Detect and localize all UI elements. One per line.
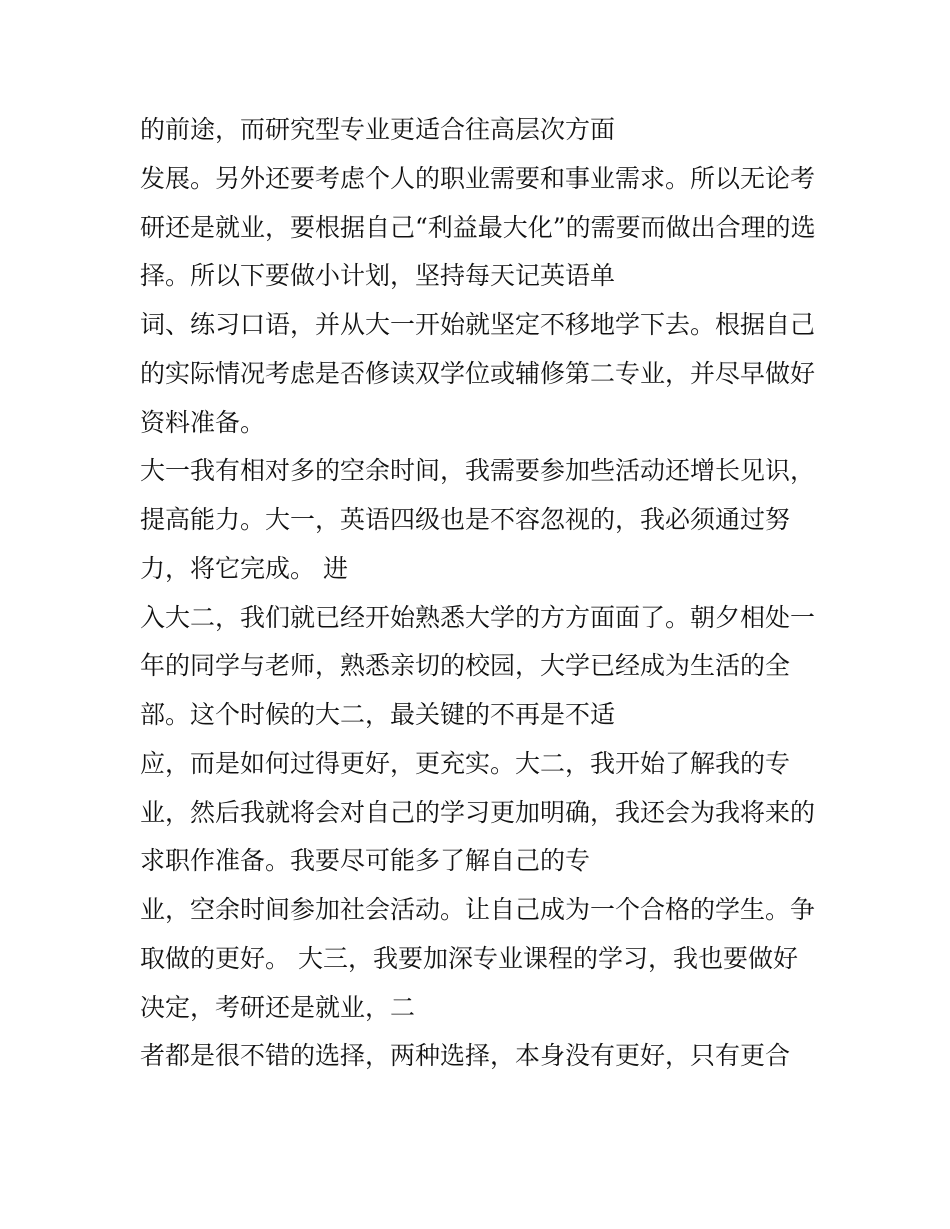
text-line: 求职作准备。我要尽可能多了解自己的专	[140, 846, 591, 876]
text-line: 业，然后我就将会对自己的学习更加明确，我还会为我将来的	[140, 797, 816, 827]
text-line: 取做的更好。 大三，我要加深专业课程的学习，我也要做好	[140, 943, 798, 973]
text-line: 部。这个时候的大二，最关键的不再是不适	[140, 700, 616, 729]
text-line: 年的同学与老师，熟悉亲切的校园，大学已经成为生活的全	[140, 651, 791, 681]
text-line: 者都是很不错的选择，两种选择，本身没有更好，只有更合	[140, 1041, 791, 1071]
text-line: 的前途，而研究型专业更适合往高层次方面	[140, 115, 616, 144]
text-line: 业，空余时间参加社会活动。让自己成为一个合格的学生。争	[140, 895, 816, 924]
body-text	[140, 106, 820, 1081]
text-line: 发展。另外还要考虑个人的职业需要和事业需求。所以无论考	[140, 163, 816, 193]
text-line: 入大二，我们就已经开始熟悉大学的方方面面了。朝夕相处一	[140, 602, 816, 632]
text-line: 的实际情况考虑是否修读双学位或辅修第二专业，并尽早做好	[140, 358, 816, 388]
text-line: 资料准备。	[140, 407, 266, 437]
text-line: 决定，考研还是就业，二	[140, 992, 416, 1022]
text-line: 词、练习口语，并从大一开始就坚定不移地学下去。根据自己	[140, 310, 816, 339]
text-line: 力，将它完成。 进	[140, 553, 348, 583]
text-line: 应，而是如何过得更好，更充实。大二，我开始了解我的专	[140, 748, 791, 778]
text-line: 大一我有相对多的空余时间，我需要参加些活动还增长见识，	[140, 456, 816, 486]
text-line: 研还是就业，要根据自己“利益最大化”的需要而做出合理的选	[140, 212, 816, 242]
text-line: 提高能力。大一，英语四级也是不容忽视的，我必须通过努	[140, 505, 791, 534]
text-line: 择。所以下要做小计划，坚持每天记英语单	[140, 261, 616, 291]
